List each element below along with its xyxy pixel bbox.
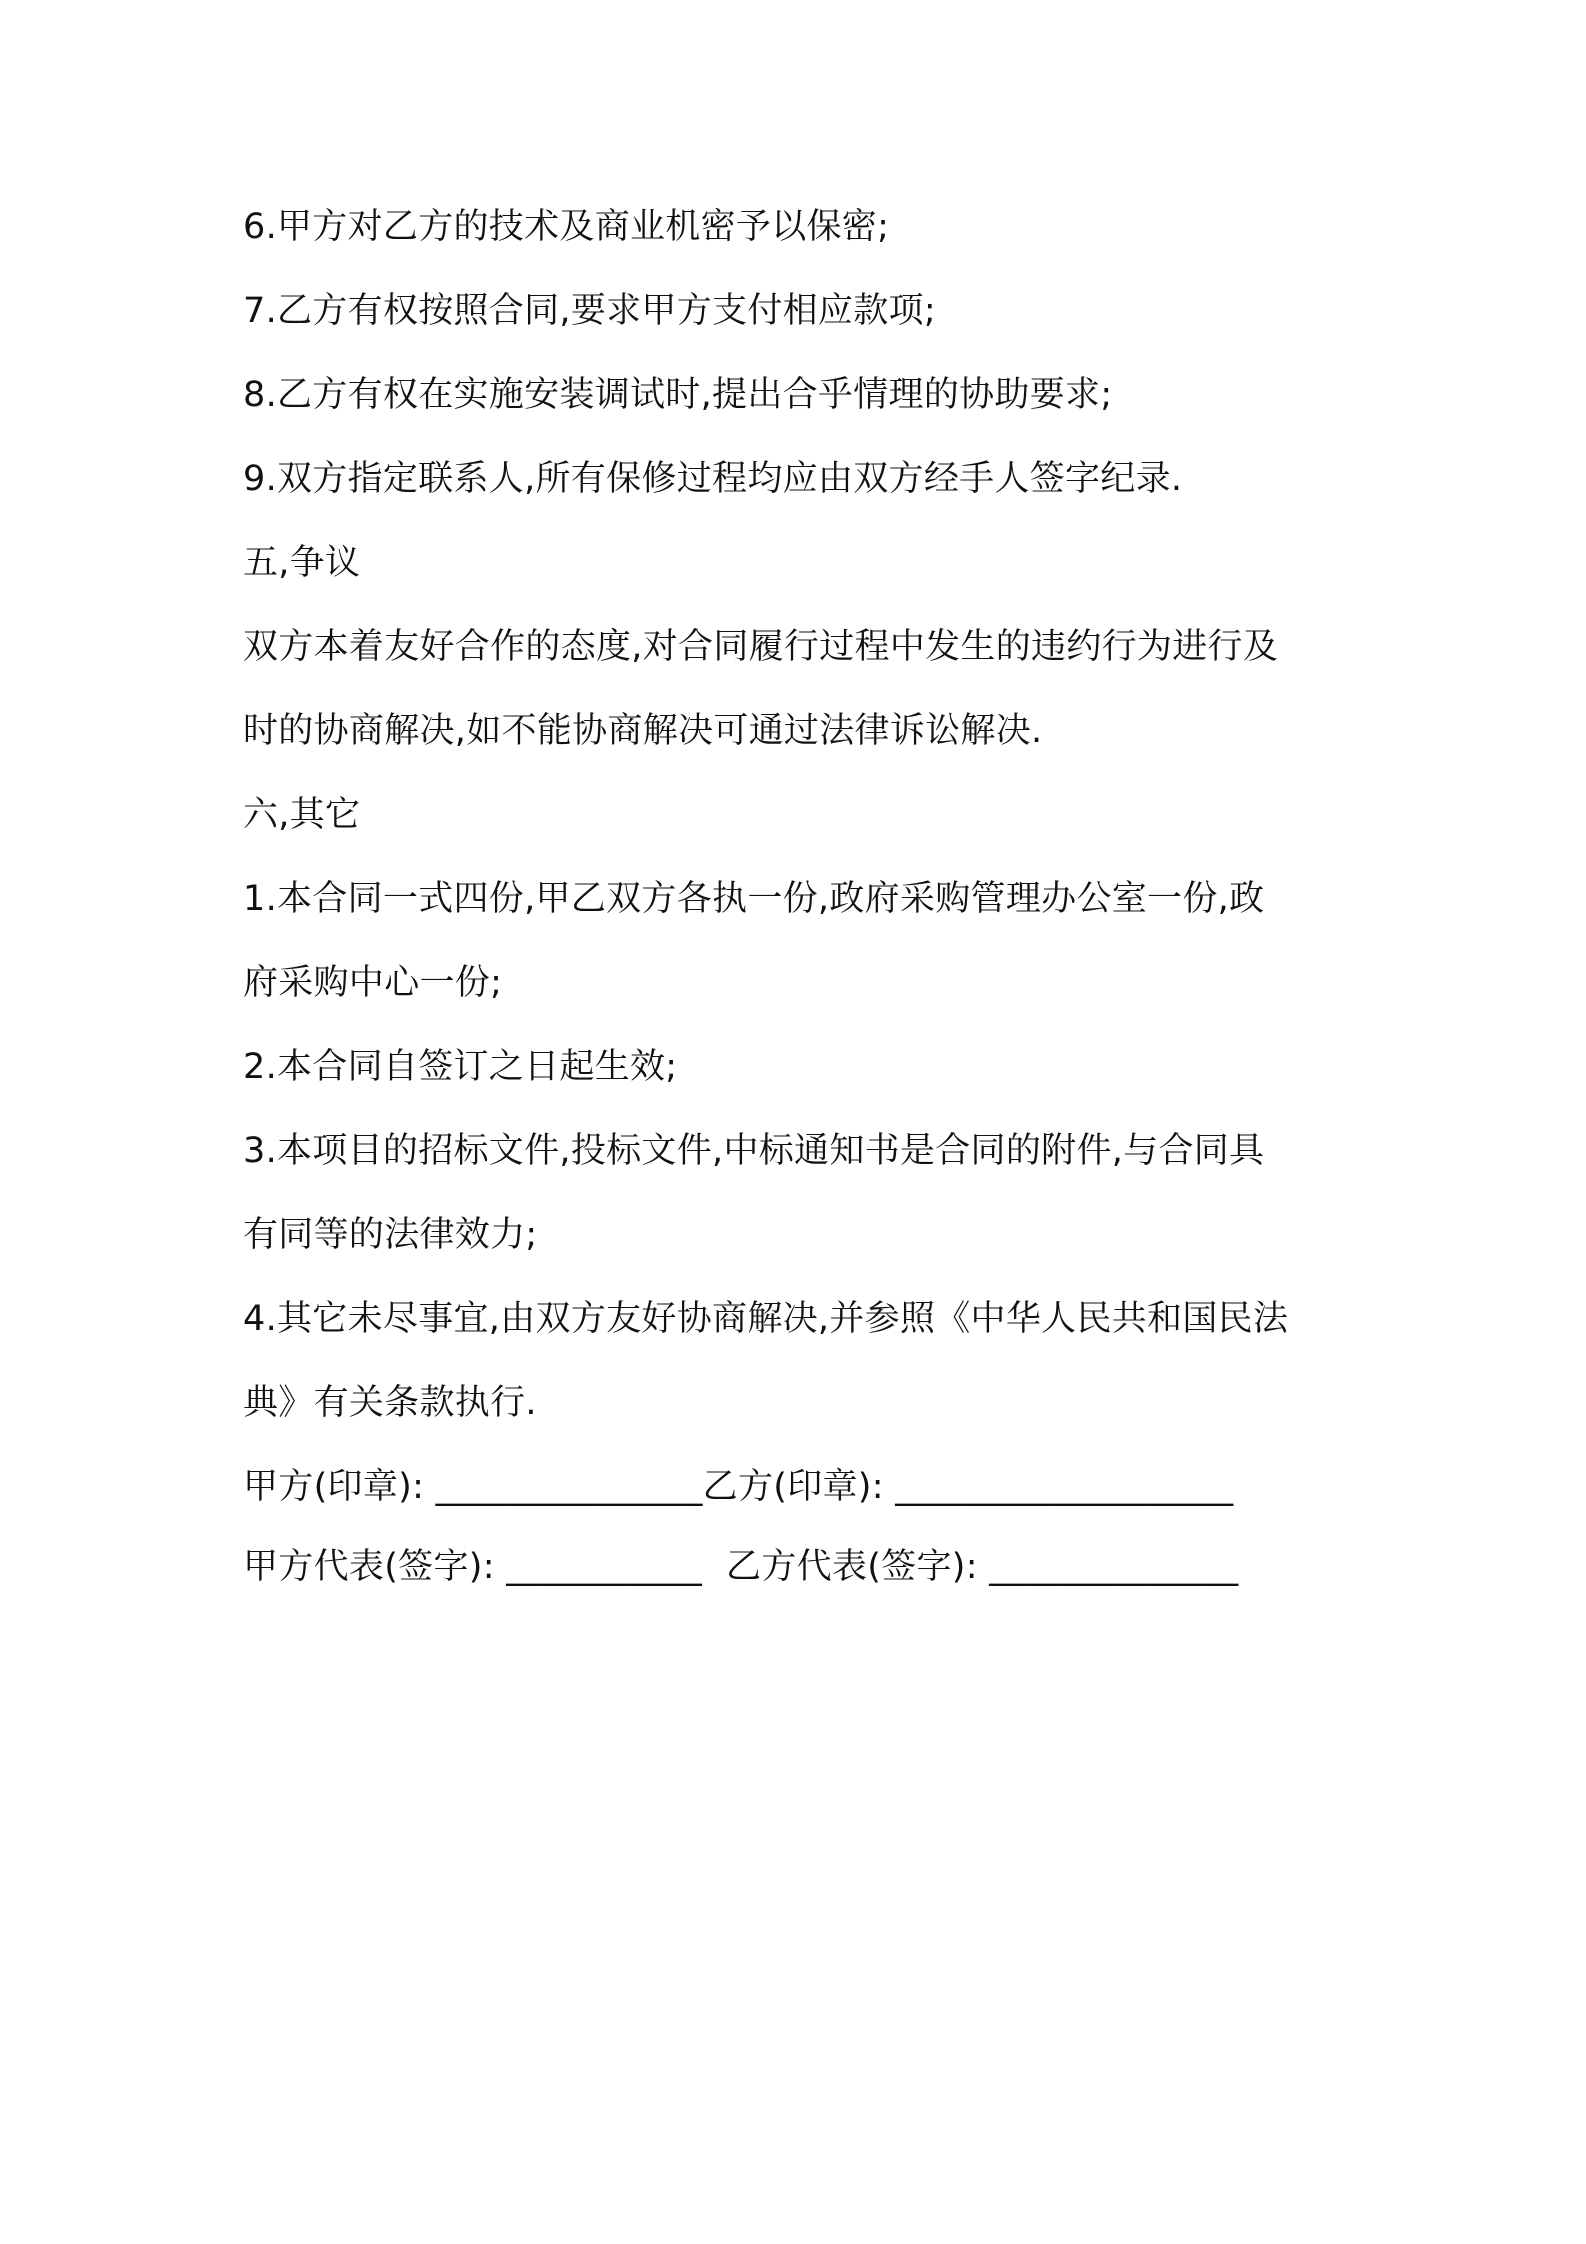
section-heading-other: 六,其它 <box>243 795 361 835</box>
other-clause-3-line-2: 有同等的法律效力; <box>243 1215 538 1255</box>
party-b-seal-field: 乙方(印章): ___________________ <box>702 1467 1234 1507</box>
party-b-representative-field: 乙方代表(签字): ______________ <box>726 1547 1239 1587</box>
clause-9: 9.双方指定联系人,所有保修过程均应由双方经手人签字纪录. <box>243 459 1183 499</box>
signature-row-representative <box>243 1547 1239 1587</box>
party-a-seal-field: 甲方(印章): _______________ <box>243 1467 703 1507</box>
section-heading-dispute: 五,争议 <box>243 543 361 583</box>
dispute-paragraph-line-2: 时的协商解决,如不能协商解决可通过法律诉讼解决. <box>243 711 1043 751</box>
clause-7: 7.乙方有权按照合同,要求甲方支付相应款项; <box>243 291 936 331</box>
other-clause-3-line-1: 3.本项目的招标文件,投标文件,中标通知书是合同的附件,与合同具 <box>243 1131 1265 1171</box>
signature-row-seal <box>243 1467 1234 1507</box>
clause-8: 8.乙方有权在实施安装调试时,提出合乎情理的协助要求; <box>243 375 1113 415</box>
party-a-representative-field: 甲方代表(签字): ___________ <box>243 1547 703 1587</box>
other-clause-2: 2.本合同自签订之日起生效; <box>243 1047 678 1087</box>
other-clause-4-line-2: 典》有关条款执行. <box>243 1383 537 1423</box>
dispute-paragraph-line-1: 双方本着友好合作的态度,对合同履行过程中发生的违约行为进行及 <box>243 627 1279 667</box>
other-clause-1-line-2: 府采购中心一份; <box>243 963 503 1003</box>
other-clause-4-line-1: 4.其它未尽事宜,由双方友好协商解决,并参照《中华人民共和国民法 <box>243 1299 1289 1339</box>
clause-6: 6.甲方对乙方的技术及商业机密予以保密; <box>243 207 890 247</box>
other-clause-1-line-1: 1.本合同一式四份,甲乙双方各执一份,政府采购管理办公室一份,政 <box>243 879 1265 919</box>
